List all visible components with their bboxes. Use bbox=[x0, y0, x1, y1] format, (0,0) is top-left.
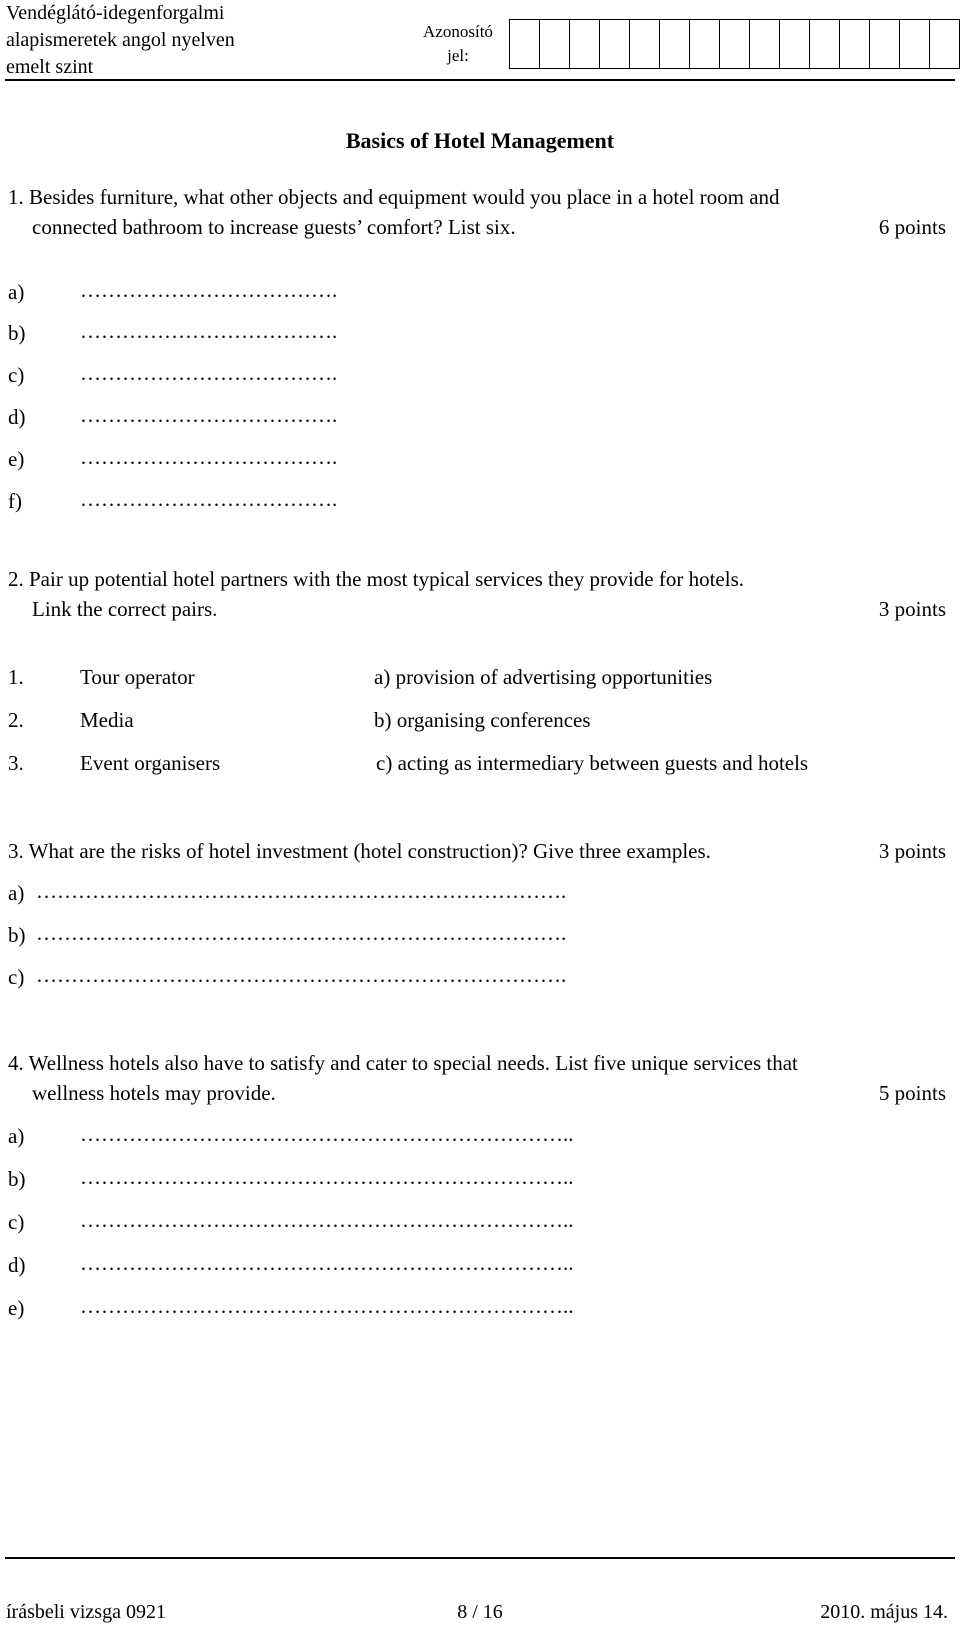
q1-answer-label: e) bbox=[8, 447, 25, 471]
q1-answer-blank[interactable]: ………………………………. bbox=[80, 403, 338, 427]
q2-points: 3 points bbox=[878, 597, 946, 621]
exam-subject-header bbox=[6, 0, 235, 81]
identifier-box[interactable] bbox=[509, 19, 540, 69]
q1-points: 6 points bbox=[878, 215, 946, 239]
q2-service-option: c) acting as intermediary between guests and hotels bbox=[376, 751, 809, 775]
q1-answer-label: c) bbox=[8, 363, 25, 387]
subject-line-3: emelt szint bbox=[6, 56, 94, 78]
q2-service-option: a) provision of advertising opportunities bbox=[374, 665, 713, 689]
q4-answer-blank[interactable]: …………………………………………………………….. bbox=[80, 1165, 574, 1189]
footer-divider bbox=[5, 1557, 955, 1559]
identifier-box[interactable] bbox=[779, 19, 810, 69]
q4-answer-blank[interactable]: …………………………………………………………….. bbox=[80, 1122, 574, 1146]
q1-answer-label: f) bbox=[8, 489, 22, 513]
q2-partner-name: Event organisers bbox=[80, 751, 221, 775]
identifier-label-line-1: Azonosító bbox=[423, 22, 493, 41]
q4-answer-label: e) bbox=[8, 1296, 25, 1320]
identifier-box[interactable] bbox=[749, 19, 780, 69]
q1-text-line-2: connected bathroom to increase guests’ comfort? List six. bbox=[32, 215, 516, 239]
q2-service-option: b) organising conferences bbox=[374, 708, 591, 732]
q3-answer-label: a) bbox=[8, 881, 25, 905]
q3-answer-label: b) bbox=[8, 923, 26, 947]
q1-answer-blank[interactable]: ………………………………. bbox=[80, 361, 338, 385]
footer-exam-code: írásbeli vizsga 0921 bbox=[6, 1601, 166, 1623]
identifier-box[interactable] bbox=[719, 19, 750, 69]
identifier-box[interactable] bbox=[929, 19, 960, 69]
identifier-box[interactable] bbox=[689, 19, 720, 69]
identifier-box[interactable] bbox=[809, 19, 840, 69]
q3-answer-blank[interactable]: …………………………………………………………………. bbox=[36, 921, 567, 945]
q1-answer-blank[interactable]: ………………………………. bbox=[80, 487, 338, 511]
q3-text-line-1: 3. What are the risks of hotel investment (hotel construction)? Give three examples. bbox=[8, 839, 711, 863]
q4-answer-blank[interactable]: …………………………………………………………….. bbox=[80, 1294, 574, 1318]
identifier-box[interactable] bbox=[869, 19, 900, 69]
q4-answer-label: b) bbox=[8, 1167, 26, 1191]
q2-text-line-2: Link the correct pairs. bbox=[32, 597, 218, 621]
identifier-label-line-2: jel: bbox=[447, 46, 469, 65]
footer-date: 2010. május 14. bbox=[820, 1601, 948, 1623]
identifier-box[interactable] bbox=[629, 19, 660, 69]
q2-partner-name: Media bbox=[80, 708, 134, 732]
q2-partner-number: 3. bbox=[8, 751, 24, 775]
identifier-box[interactable] bbox=[599, 19, 630, 69]
q4-answer-blank[interactable]: …………………………………………………………….. bbox=[80, 1208, 574, 1232]
q1-answer-blank[interactable]: ………………………………. bbox=[80, 278, 338, 302]
identifier-boxes bbox=[509, 19, 959, 69]
q1-answer-label: b) bbox=[8, 321, 26, 345]
identifier-box[interactable] bbox=[839, 19, 870, 69]
q1-text-line-1: 1. Besides furniture, what other objects and equipment would you place in a hotel room and bbox=[8, 185, 780, 209]
identifier-box[interactable] bbox=[569, 19, 600, 69]
q2-text-line-1: 2. Pair up potential hotel partners with the most typical services they provide for hotels. bbox=[8, 567, 744, 591]
q1-answer-blank[interactable]: ………………………………. bbox=[80, 445, 338, 469]
q4-answer-label: a) bbox=[8, 1124, 25, 1148]
q2-partner-number: 1. bbox=[8, 665, 24, 689]
identifier-box[interactable] bbox=[539, 19, 570, 69]
q4-answer-blank[interactable]: …………………………………………………………….. bbox=[80, 1251, 574, 1275]
q4-answer-label: c) bbox=[8, 1210, 25, 1234]
subject-line-2: alapismeretek angol nyelven bbox=[6, 29, 235, 51]
q3-answer-blank[interactable]: …………………………………………………………………. bbox=[36, 963, 567, 987]
q1-answer-label: a) bbox=[8, 280, 25, 304]
q4-text-line-2: wellness hotels may provide. bbox=[32, 1081, 276, 1105]
subject-line-1: Vendéglátó-idegenforgalmi bbox=[6, 2, 225, 24]
identifier-label bbox=[420, 20, 496, 68]
header-divider bbox=[5, 79, 955, 81]
q1-answer-blank[interactable]: ………………………………. bbox=[80, 319, 338, 343]
page-title: Basics of Hotel Management bbox=[345, 128, 615, 153]
identifier-box[interactable] bbox=[899, 19, 930, 69]
footer-page-number: 8 / 16 bbox=[457, 1601, 503, 1623]
q3-answer-label: c) bbox=[8, 965, 25, 989]
q4-text-line-1: 4. Wellness hotels also have to satisfy and cater to special needs. List five unique services that bbox=[8, 1051, 798, 1075]
q3-answer-blank[interactable]: …………………………………………………………………. bbox=[36, 879, 567, 903]
q3-points: 3 points bbox=[878, 839, 946, 863]
q4-answer-label: d) bbox=[8, 1253, 26, 1277]
q1-answer-label: d) bbox=[8, 405, 26, 429]
identifier-box[interactable] bbox=[659, 19, 690, 69]
q2-partner-number: 2. bbox=[8, 708, 24, 732]
q4-points: 5 points bbox=[878, 1081, 946, 1105]
q2-partner-name: Tour operator bbox=[80, 665, 195, 689]
